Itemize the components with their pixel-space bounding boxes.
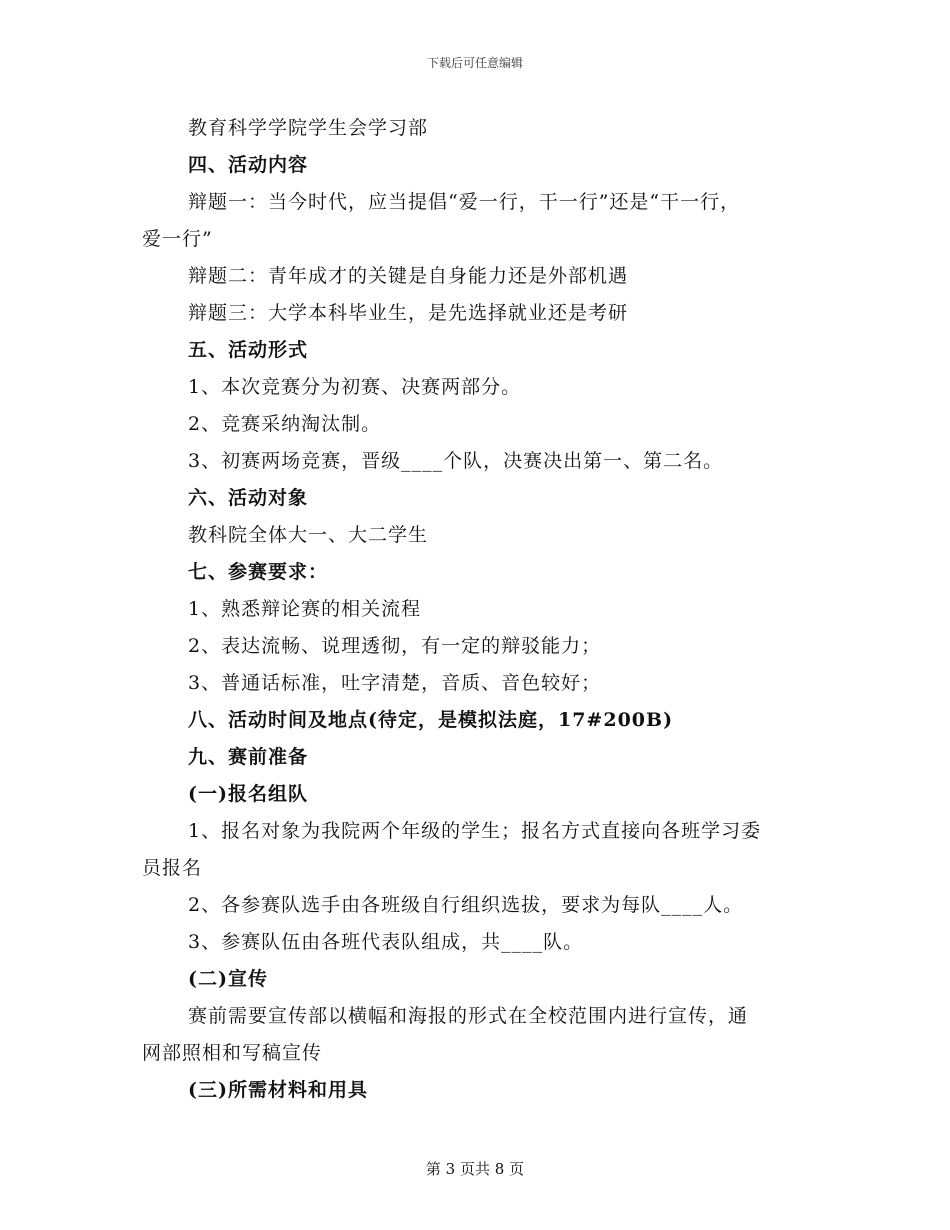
body-text-line: 3、初赛两场竞赛，晋级____个队，决赛决出第一、第二名。 bbox=[188, 450, 724, 472]
body-text-line: 2、竞赛采纳淘汰制。 bbox=[188, 413, 382, 435]
body-text-line: 网部照相和写稿宣传 bbox=[142, 1042, 323, 1064]
body-text-line: 辩题三：大学本科毕业生，是先选择就业还是考研 bbox=[188, 302, 629, 324]
body-text-line: 3、参赛队伍由各班代表队组成，共____队。 bbox=[188, 931, 584, 953]
body-text-line: 2、表达流畅、说理透彻，有一定的辩驳能力； bbox=[188, 635, 602, 657]
body-text-line: 1、本次竞赛分为初赛、决赛两部分。 bbox=[188, 376, 522, 398]
body-text-line: 2、各参赛队选手由各班级自行组织选拔，要求为每队____人。 bbox=[188, 894, 744, 916]
body-text-line: 1、报名对象为我院两个年级的学生；报名方式直接向各班学习委 bbox=[188, 820, 762, 842]
body-text-line: 1、熟悉辩论赛的相关流程 bbox=[188, 598, 422, 620]
body-text-line: 爱一行” bbox=[142, 228, 213, 250]
body-text-line: 教科院全体大一、大二学生 bbox=[188, 524, 429, 546]
page-header: 下载后可任意编辑 bbox=[426, 56, 523, 70]
section-heading: 五、活动形式 bbox=[188, 339, 309, 361]
body-text-line: 辩题一：当今时代，应当提倡“爱一行，干一行”还是“干一行， bbox=[188, 191, 741, 213]
body-text-line: 赛前需要宣传部以横幅和海报的形式在全校范围内进行宣传，通 bbox=[188, 1005, 749, 1027]
body-text-line: 员报名 bbox=[142, 857, 203, 879]
body-text-line: 3、普通话标准，吐字清楚，音质、音色较好； bbox=[188, 672, 602, 694]
section-heading: 八、活动时间及地点(待定，是模拟法庭，17#200B) bbox=[188, 709, 674, 731]
section-heading: 九、赛前准备 bbox=[188, 746, 309, 768]
section-heading: 四、活动内容 bbox=[188, 154, 309, 176]
section-heading: (二)宣传 bbox=[188, 968, 268, 990]
section-heading: (三)所需材料和用具 bbox=[188, 1079, 368, 1101]
body-text-line: 辩题二：青年成才的关键是自身能力还是外部机遇 bbox=[188, 265, 629, 287]
section-heading: 七、参赛要求： bbox=[188, 561, 329, 583]
section-heading: 六、活动对象 bbox=[188, 487, 309, 509]
page-footer: 第 3 页共 8 页 bbox=[425, 1160, 525, 1178]
body-text-line: 教育科学学院学生会学习部 bbox=[188, 117, 429, 139]
document-body bbox=[142, 110, 810, 1109]
section-heading: (一)报名组队 bbox=[188, 783, 308, 805]
